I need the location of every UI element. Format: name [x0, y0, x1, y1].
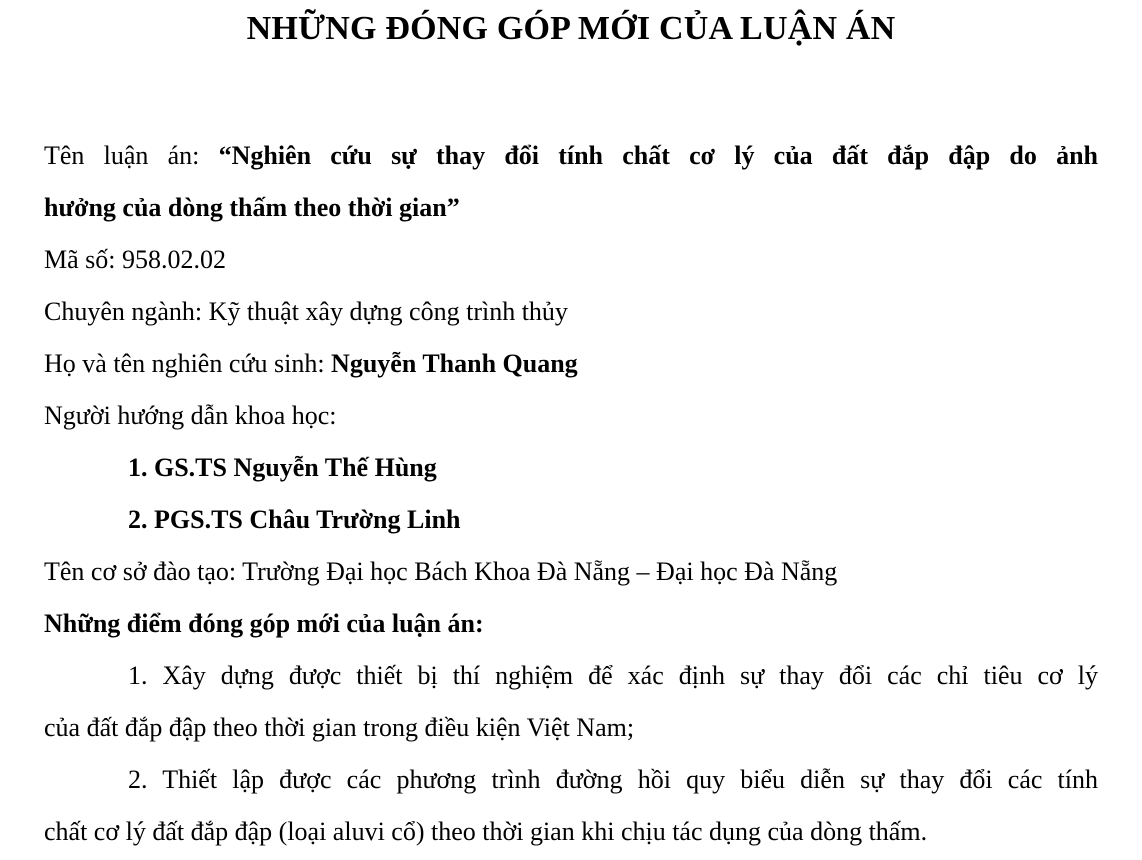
code-line	[44, 234, 1098, 286]
thesis-title-line	[44, 130, 1098, 182]
thesis-name-part1: “Nghiên cứu sự thay đổi tính chất cơ lý của đất đắp đập do ảnh	[218, 141, 1099, 170]
contributions-heading: Những điểm đóng góp mới của luận án:	[44, 609, 484, 638]
thesis-label: Tên luận án:	[44, 141, 200, 170]
institution-value: Trường Đại học Bách Khoa Đà Nẵng – Đại học Đà Nẵng	[242, 557, 838, 586]
student-line	[44, 338, 1098, 390]
student-name: Nguyễn Thanh Quang	[331, 349, 578, 378]
contribution-item-1-line-2: của đất đắp đập theo thời gian trong điều kiện Việt Nam;	[44, 713, 635, 742]
code-label: Mã số:	[44, 245, 116, 274]
supervisor-item-2: 2. PGS.TS Châu Trường Linh	[128, 505, 461, 534]
thesis-title-line-2	[44, 182, 1098, 234]
supervisors-label: Người hướng dẫn khoa học:	[44, 401, 337, 430]
institution-label: Tên cơ sở đào tạo:	[44, 557, 237, 586]
document-body	[44, 130, 1098, 858]
contribution-item-2-line-2: chất cơ lý đất đắp đập (loại aluvi cổ) theo thời gian khi chịu tác dụng của dòng thấm.	[44, 817, 928, 846]
supervisor-item-1: 1. GS.TS Nguyễn Thế Hùng	[128, 453, 437, 482]
major-line	[44, 286, 1098, 338]
institution-line	[44, 546, 1098, 598]
major-value: Kỹ thuật xây dựng công trình thủy	[208, 297, 568, 326]
major-label: Chuyên ngành:	[44, 297, 203, 326]
contribution-item-1-line-1: 1. Xây dựng được thiết bị thí nghiệm để xác định sự thay đổi các chỉ tiêu cơ lý	[128, 661, 1098, 690]
page-title: NHỮNG ĐÓNG GÓP MỚI CỦA LUẬN ÁN	[246, 10, 896, 47]
student-label: Họ và tên nghiên cứu sinh:	[44, 349, 325, 378]
code-value: 958.02.02	[122, 245, 226, 274]
contribution-item-2-line-1: 2. Thiết lập được các phương trình đường hồi quy biểu diễn sự thay đổi các tính	[128, 765, 1098, 794]
thesis-name-part2: hưởng của dòng thấm theo thời gian”	[44, 193, 460, 222]
